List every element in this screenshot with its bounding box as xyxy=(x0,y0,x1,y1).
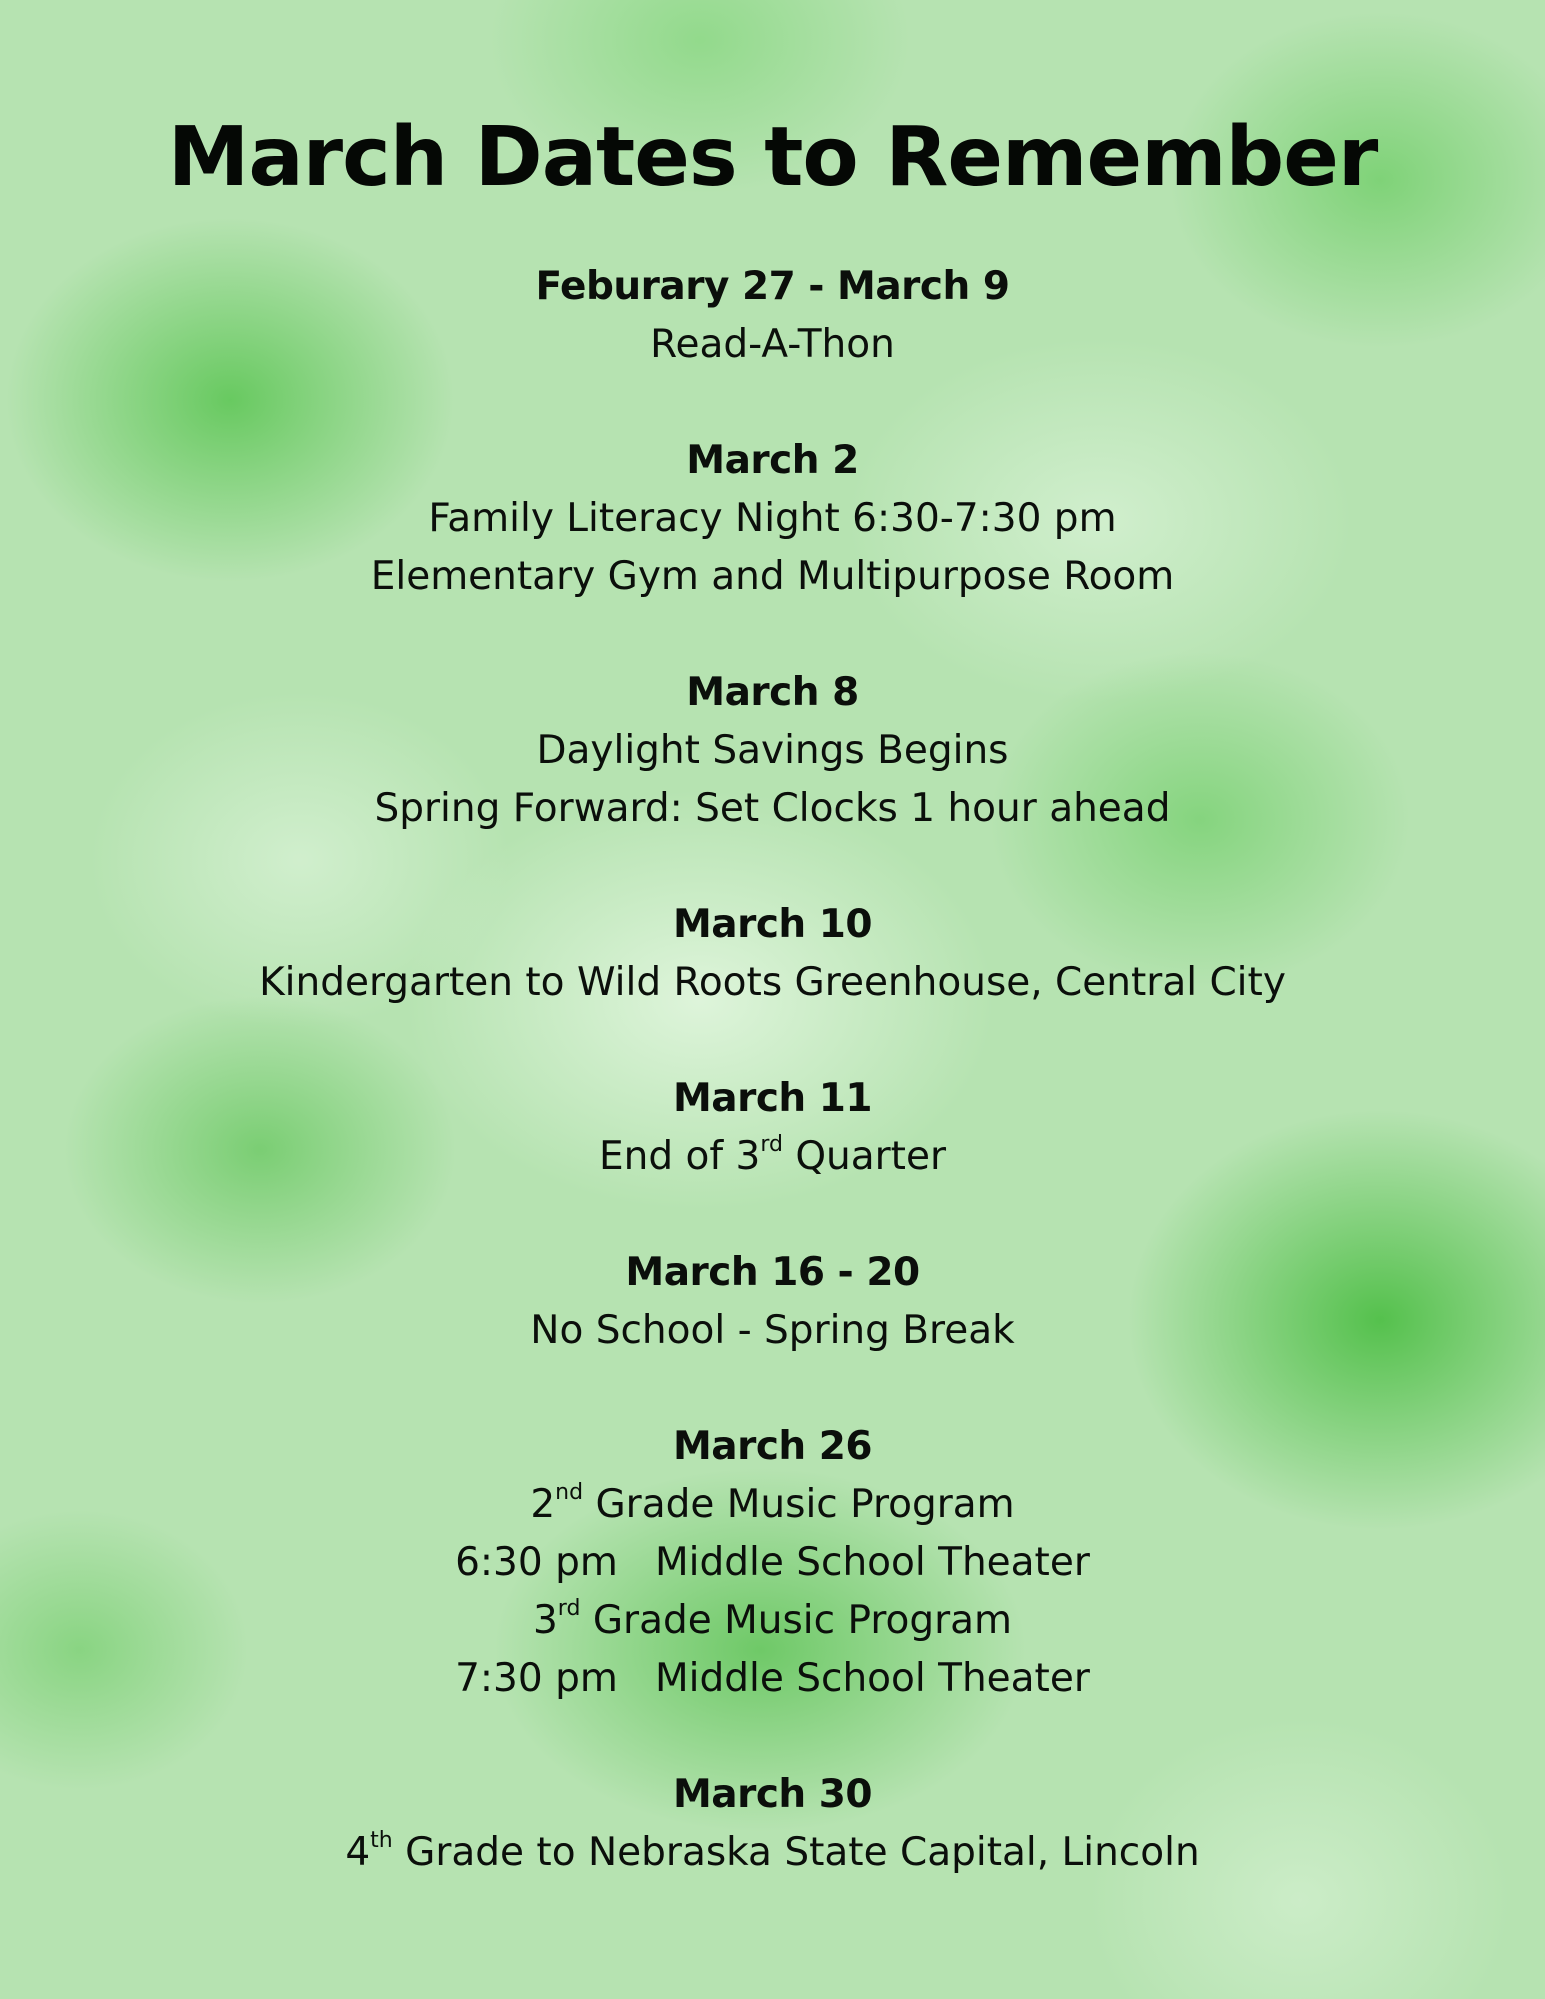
event-detail-text: Grade to Nebraska State Capital, Lincoln xyxy=(392,1830,1200,1875)
event-detail-text: Grade Music Program xyxy=(583,1482,1015,1527)
ordinal-suffix: nd xyxy=(555,1480,584,1505)
event-date: March 16 - 20 xyxy=(625,1250,920,1295)
event-item xyxy=(0,1244,1545,1360)
event-detail-text: Quarter xyxy=(782,1134,947,1179)
event-item xyxy=(0,1418,1545,1708)
event-item xyxy=(0,432,1545,606)
event-date: March 11 xyxy=(672,1076,873,1121)
event-detail-number: End of 3 xyxy=(598,1134,761,1179)
event-item xyxy=(0,1766,1545,1882)
event-date: March 8 xyxy=(686,670,859,715)
event-detail xyxy=(0,1824,1545,1882)
event-detail: Family Literacy Night 6:30-7:30 pm xyxy=(428,496,1117,541)
event-detail xyxy=(0,1476,1545,1534)
event-item xyxy=(0,258,1545,374)
event-detail xyxy=(0,1592,1545,1650)
event-detail: 7:30 pm Middle School Theater xyxy=(455,1656,1090,1701)
event-detail: 6:30 pm Middle School Theater xyxy=(455,1540,1090,1585)
event-detail: Read-A-Thon xyxy=(650,322,895,367)
ordinal-suffix: rd xyxy=(760,1132,783,1157)
event-detail-number: 4 xyxy=(345,1830,371,1875)
event-detail-number: 3 xyxy=(532,1598,558,1643)
event-detail: Elementary Gym and Multipurpose Room xyxy=(370,554,1175,599)
event-detail: Kindergarten to Wild Roots Greenhouse, Central City xyxy=(259,960,1286,1005)
event-item xyxy=(0,664,1545,838)
ordinal-suffix: rd xyxy=(557,1596,581,1621)
event-detail-number: 2 xyxy=(530,1482,556,1527)
event-date: March 26 xyxy=(672,1424,873,1469)
event-detail: No School - Spring Break xyxy=(530,1308,1015,1353)
event-detail: Daylight Savings Begins xyxy=(536,728,1009,773)
event-item xyxy=(0,1070,1545,1186)
event-item xyxy=(0,896,1545,1012)
event-date: March 2 xyxy=(686,438,859,483)
event-list xyxy=(0,258,1545,1882)
event-detail-text: Grade Music Program xyxy=(580,1598,1013,1643)
event-date: March 30 xyxy=(672,1772,873,1817)
event-detail: Spring Forward: Set Clocks 1 hour ahead xyxy=(374,786,1171,831)
event-date: March 10 xyxy=(672,902,873,947)
ordinal-suffix: th xyxy=(370,1828,393,1853)
event-date: Feburary 27 - March 9 xyxy=(535,264,1010,309)
event-detail xyxy=(0,1128,1545,1186)
page-title: March Dates to Remember xyxy=(167,110,1378,205)
